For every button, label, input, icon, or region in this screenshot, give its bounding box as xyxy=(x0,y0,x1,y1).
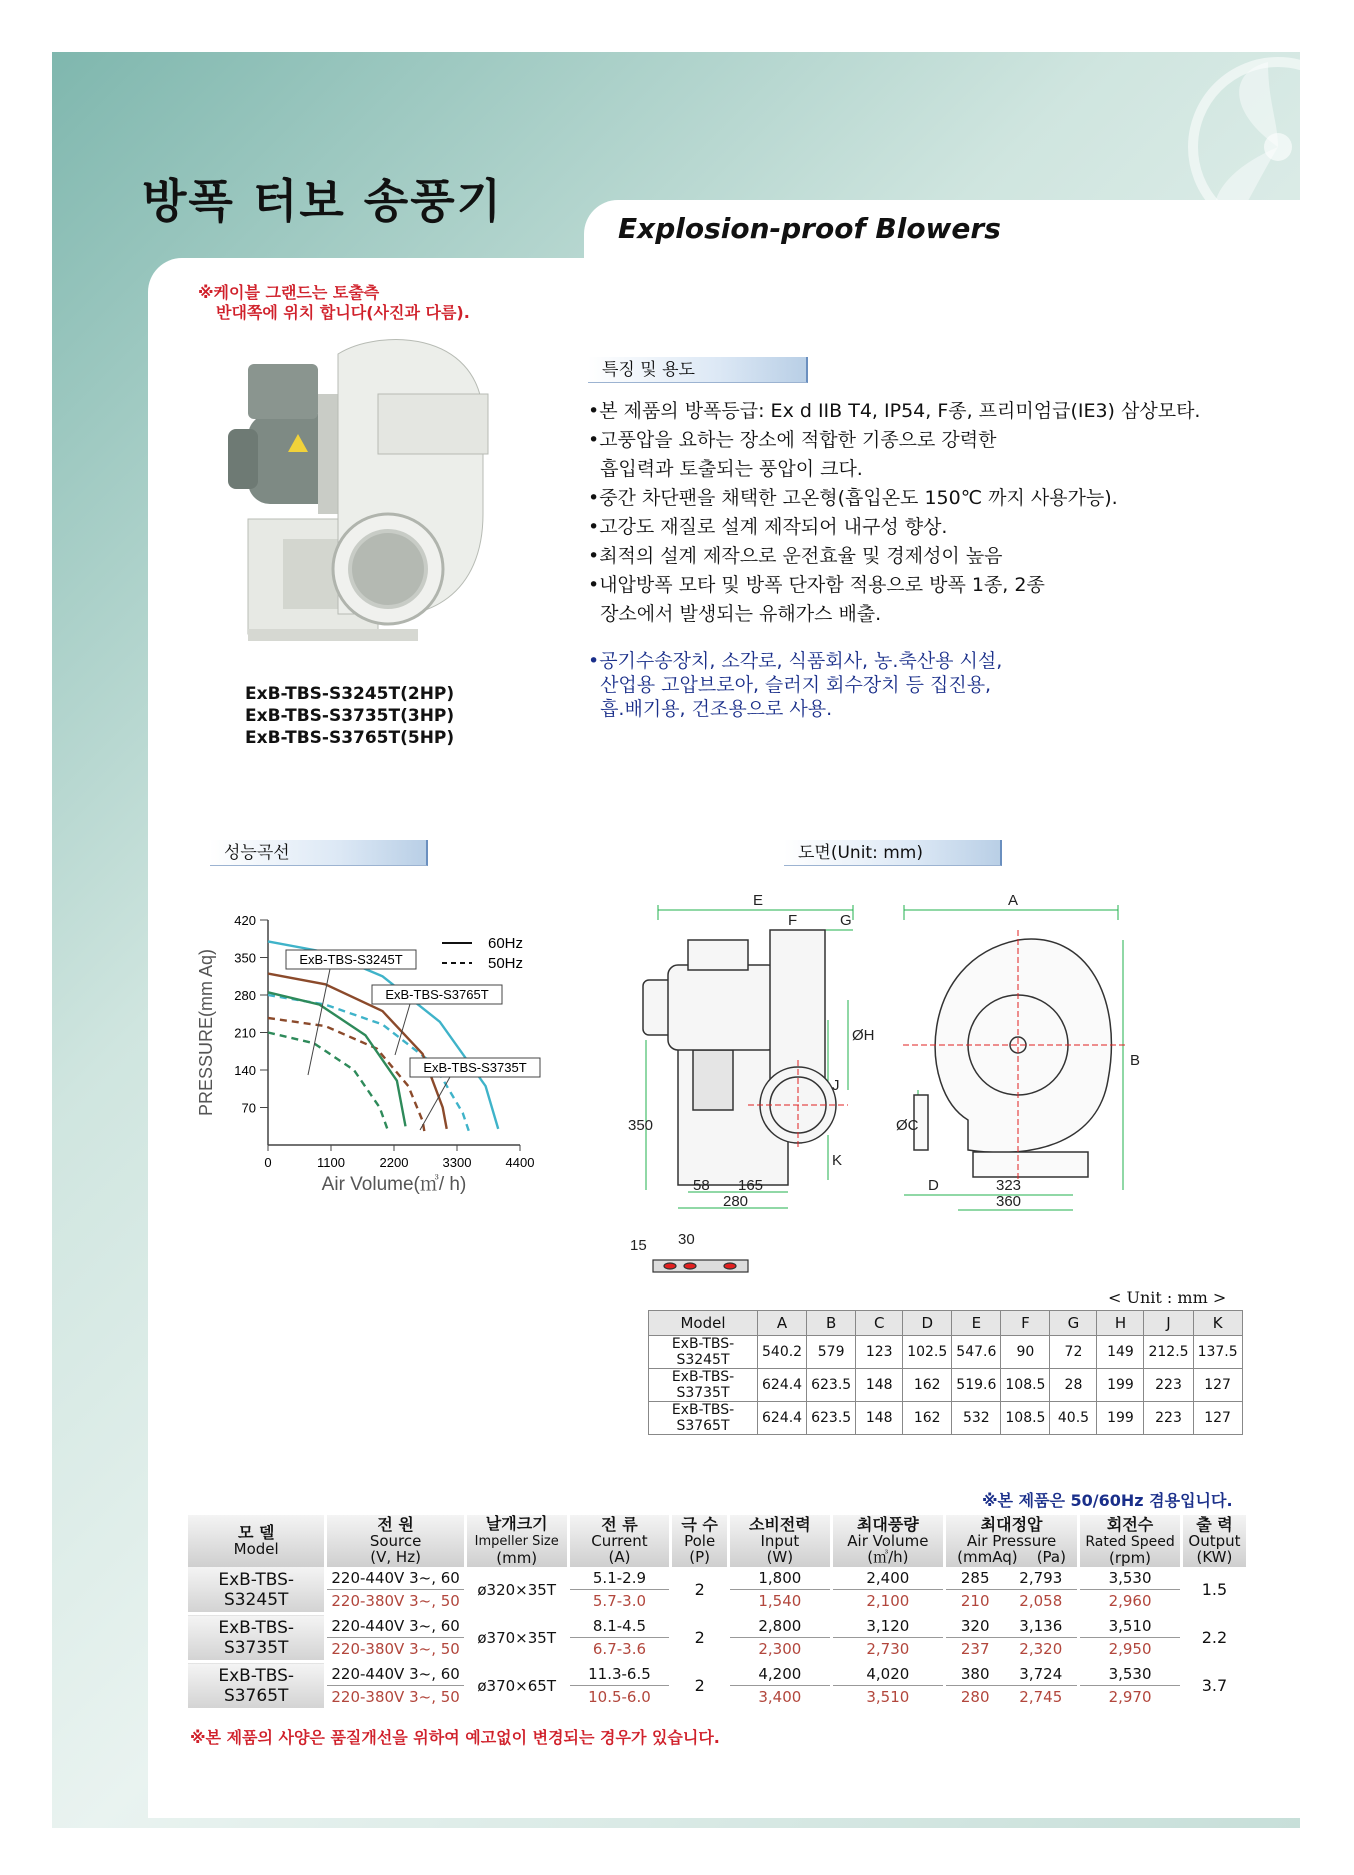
spec-cell: 2,960 xyxy=(1108,1592,1152,1610)
dim-cell: 148 xyxy=(856,1402,903,1435)
spec-cell: 11.3-6.5 xyxy=(570,1663,670,1686)
model-item: ExB-TBS-S3765T(5HP) xyxy=(245,728,455,748)
dim-label: A xyxy=(1008,892,1019,909)
y-tick-label: 210 xyxy=(234,1025,256,1041)
spec-header: 극 수 Pole (P) xyxy=(671,1515,729,1567)
spec-cell: 3,510 xyxy=(866,1688,910,1706)
spec-cell: 3,530 xyxy=(1080,1567,1180,1590)
spec-cell: 320 xyxy=(960,1617,990,1635)
dim-cell: 148 xyxy=(856,1369,903,1402)
spec-row xyxy=(188,1567,1246,1614)
spec-cell: 2 xyxy=(671,1567,729,1614)
spec-model: ExB-TBS-S3765T xyxy=(188,1662,326,1710)
dim-label: B xyxy=(1130,1052,1141,1069)
spec-cell: 220-440V 3~, 60 xyxy=(327,1663,463,1686)
dim-row xyxy=(649,1402,1243,1435)
spec-cell: 2 xyxy=(671,1662,729,1710)
dim-cell: 199 xyxy=(1097,1369,1144,1402)
dim-cell: 108.5 xyxy=(1001,1402,1050,1435)
feature-item: •내압방폭 모타 및 방폭 단자함 적용으로 방폭 1종, 2종 xyxy=(588,574,1045,596)
spec-cell: 3.7 xyxy=(1181,1662,1246,1710)
use-item: 산업용 고압브로아, 슬러지 회수장치 등 집진용, xyxy=(588,674,992,696)
annotation-leader xyxy=(308,969,330,1075)
spec-cell: 3,724 xyxy=(1019,1665,1063,1683)
series-line xyxy=(268,1033,388,1132)
spec-cell: 5.1-2.9 xyxy=(570,1567,670,1590)
spec-cell: 2,730 xyxy=(866,1640,910,1658)
dim-header: C xyxy=(856,1311,903,1336)
spec-cell: 2,100 xyxy=(866,1592,910,1610)
dim-row xyxy=(649,1369,1243,1402)
spec-cell: 380 xyxy=(960,1665,990,1683)
spec-cell: 220-380V 3~, 50 xyxy=(331,1592,460,1610)
feature-item: 흡입력과 토출되는 풍압이 크다. xyxy=(588,458,863,480)
y-tick-label: 140 xyxy=(234,1063,256,1078)
feature-item: •최적의 설계 제작으로 운전효율 및 경제성이 높음 xyxy=(588,545,1003,567)
spec-cell: 3,120 xyxy=(833,1615,943,1638)
spec-cell: 6.7-3.6 xyxy=(592,1640,647,1658)
dim-label: J xyxy=(832,1077,840,1094)
spec-header: 전 원 Source (V, Hz) xyxy=(326,1515,465,1567)
x-tick-label: 2200 xyxy=(379,1155,409,1170)
page-title-korean: 방폭 터보 송풍기 xyxy=(142,174,504,228)
spec-cell: 1,540 xyxy=(758,1592,802,1610)
dim-cell: 623.5 xyxy=(807,1402,856,1435)
bottom-note: ※본 제품의 사양은 품질개선을 위하여 예고없이 변경되는 경우가 있습니다. xyxy=(190,1728,720,1747)
dim-label: E xyxy=(753,892,764,909)
dim-cell: 149 xyxy=(1097,1336,1144,1369)
dim-header: A xyxy=(758,1311,807,1336)
model-item: ExB-TBS-S3245T(2HP) xyxy=(245,684,455,704)
y-tick-label: 70 xyxy=(241,1100,256,1116)
feature-item: •본 제품의 방폭등급: Ex d IIB T4, IP54, F종, 프리미엄급(IE3) 삼상모타. xyxy=(588,400,1201,422)
x-tick-label: 4400 xyxy=(505,1155,535,1170)
spec-cell: 4,020 xyxy=(833,1663,943,1686)
spec-model: ExB-TBS-S3245T xyxy=(188,1567,326,1614)
model-item: ExB-TBS-S3735T(3HP) xyxy=(245,706,455,726)
dim-label: ØC xyxy=(896,1117,919,1134)
dim-cell: 199 xyxy=(1097,1402,1144,1435)
spec-cell: 2,400 xyxy=(833,1567,943,1590)
dim-header: E xyxy=(952,1311,1001,1336)
dim-header: G xyxy=(1050,1311,1097,1336)
dim-label: 15 xyxy=(630,1237,647,1254)
dim-cell: 624.4 xyxy=(758,1402,807,1435)
dim-cell: ExB-TBS-S3735T xyxy=(649,1369,758,1402)
dim-cell: 540.2 xyxy=(758,1336,807,1369)
frequency-note: ※본 제품은 50/60Hz 겸용입니다. xyxy=(982,1491,1233,1510)
dim-cell: 212.5 xyxy=(1144,1336,1193,1369)
spec-cell: 1,800 xyxy=(730,1567,830,1590)
spec-cell: 280 xyxy=(960,1688,990,1706)
dim-cell: 223 xyxy=(1144,1369,1193,1402)
spec-row xyxy=(188,1614,1246,1662)
spec-cell: 8.1-4.5 xyxy=(570,1615,670,1638)
dim-label: K xyxy=(832,1152,843,1169)
spec-header: 소비전력 Input (W) xyxy=(728,1515,831,1567)
dim-cell: 127 xyxy=(1193,1369,1242,1402)
page-title-english: Explosion-proof Blowers xyxy=(618,212,1001,245)
dim-label: 58 xyxy=(693,1177,710,1194)
annotation-label: ExB-TBS-S3245T xyxy=(299,952,403,967)
dim-cell: 532 xyxy=(952,1402,1001,1435)
spec-cell: ø320×35T xyxy=(465,1567,568,1614)
dim-cell: 102.5 xyxy=(903,1336,952,1369)
spec-cell: 2 xyxy=(671,1614,729,1662)
spec-header: 출 력 Output (KW) xyxy=(1181,1515,1246,1567)
dim-cell: 624.4 xyxy=(758,1369,807,1402)
spec-header-row xyxy=(188,1515,1246,1567)
spec-model: ExB-TBS-S3735T xyxy=(188,1614,326,1662)
spec-header: 회전수 Rated Speed (rpm) xyxy=(1079,1515,1182,1567)
dim-header: K xyxy=(1193,1311,1242,1336)
spec-cell: 3,136 xyxy=(1019,1617,1063,1635)
spec-cell: 2,950 xyxy=(1108,1640,1152,1658)
dim-row xyxy=(649,1336,1243,1369)
dim-cell: 90 xyxy=(1001,1336,1050,1369)
spec-cell: 10.5-6.0 xyxy=(588,1688,651,1706)
spec-cell: 2,970 xyxy=(1108,1688,1152,1706)
features-heading: 특징 및 용도 xyxy=(588,357,808,383)
spec-cell: ø370×65T xyxy=(465,1662,568,1710)
dim-cell: ExB-TBS-S3765T xyxy=(649,1402,758,1435)
dim-cell: 28 xyxy=(1050,1369,1097,1402)
dim-cell: 519.6 xyxy=(952,1369,1001,1402)
dim-header: D xyxy=(903,1311,952,1336)
spec-cell: 2,058 xyxy=(1019,1592,1063,1610)
blower-photo xyxy=(228,334,518,654)
x-tick-label: 1100 xyxy=(317,1155,345,1170)
x-tick-label: 3300 xyxy=(442,1155,472,1170)
use-item: 흡.배기용, 건조용으로 사용. xyxy=(588,698,833,720)
spec-cell: 220-440V 3~, 60 xyxy=(327,1615,463,1638)
dim-cell: 623.5 xyxy=(807,1369,856,1402)
dim-label: 350 xyxy=(628,1117,654,1134)
spec-row xyxy=(188,1662,1246,1710)
dim-label: 280 xyxy=(723,1193,749,1210)
y-tick-label: 280 xyxy=(234,988,256,1003)
spec-cell: 285 xyxy=(960,1569,990,1587)
dim-header: Model xyxy=(649,1311,758,1336)
dim-cell: 162 xyxy=(903,1402,952,1435)
dim-cell: 137.5 xyxy=(1193,1336,1242,1369)
dim-label: G xyxy=(840,912,852,929)
y-tick-label: 350 xyxy=(234,950,256,966)
dim-header: F xyxy=(1001,1311,1050,1336)
dim-cell: 223 xyxy=(1144,1402,1193,1435)
spec-header: 최대정압 Air Pressure (mmAq) (Pa) xyxy=(944,1515,1078,1567)
spec-cell: ø370×35T xyxy=(465,1614,568,1662)
dim-cell: 123 xyxy=(856,1336,903,1369)
dim-header: B xyxy=(807,1311,856,1336)
feature-item: •고풍압을 요하는 장소에 적합한 기종으로 강력한 xyxy=(588,429,997,451)
spec-cell: 2,745 xyxy=(1019,1688,1063,1706)
dim-header: J xyxy=(1144,1311,1193,1336)
spec-cell: 3,510 xyxy=(1080,1615,1180,1638)
dim-label: F xyxy=(788,912,798,929)
use-item: •공기수송장치, 소각로, 식품회사, 농.축산용 시설, xyxy=(588,650,1003,672)
dim-label: 30 xyxy=(678,1231,695,1248)
feature-item: •고강도 재질로 설계 제작되어 내구성 향상. xyxy=(588,516,948,538)
photo-note-line-2: 반대쪽에 위치 합니다(사진과 다름). xyxy=(216,303,470,322)
spec-cell: 2,320 xyxy=(1019,1640,1063,1658)
dim-cell: 162 xyxy=(903,1369,952,1402)
annotation-label: ExB-TBS-S3735T xyxy=(423,1060,527,1075)
legend-label: 60Hz xyxy=(488,935,524,952)
spec-header: 전 류 Current (A) xyxy=(568,1515,671,1567)
spec-cell: 237 xyxy=(960,1640,990,1658)
dim-cell: 72 xyxy=(1050,1336,1097,1369)
legend-label: 50Hz xyxy=(488,955,524,972)
dim-cell: ExB-TBS-S3245T xyxy=(649,1336,758,1369)
spec-cell: 2,300 xyxy=(758,1640,802,1658)
annotation-label: ExB-TBS-S3765T xyxy=(385,987,489,1002)
spec-header: 최대풍량 Air Volume (㎥/h) xyxy=(831,1515,944,1567)
spec-cell: 220-440V 3~, 60 xyxy=(327,1567,463,1590)
spec-cell: 1.5 xyxy=(1181,1567,1246,1614)
dim-cell: 40.5 xyxy=(1050,1402,1097,1435)
performance-chart xyxy=(190,905,560,1250)
dim-label: D xyxy=(928,1177,939,1194)
series-line xyxy=(268,941,498,1129)
feature-item: 장소에서 발생되는 유해가스 배출. xyxy=(588,603,882,625)
feature-item: •중간 차단팬을 채택한 고온형(흡입온도 150℃ 까지 사용가능). xyxy=(588,487,1118,509)
dim-cell: 127 xyxy=(1193,1402,1242,1435)
spec-cell: 220-380V 3~, 50 xyxy=(331,1688,460,1706)
photo-note-line-1: ※케이블 그랜드는 토출측 xyxy=(198,283,380,302)
chart-heading: 성능곡선 xyxy=(210,840,428,866)
x-tick-label: 0 xyxy=(264,1155,272,1170)
y-tick-label: 420 xyxy=(234,913,256,928)
dimensions-table xyxy=(648,1310,1243,1435)
spec-cell: 4,200 xyxy=(730,1663,830,1686)
spec-cell: 210 xyxy=(960,1592,990,1610)
spec-cell: 2,800 xyxy=(730,1615,830,1638)
spec-header: 날개크기 Impeller Size (mm) xyxy=(465,1515,568,1567)
spec-cell: 3,530 xyxy=(1080,1663,1180,1686)
dimension-drawing xyxy=(618,890,1278,1280)
dim-cell: 108.5 xyxy=(1001,1369,1050,1402)
unit-note: < Unit : mm > xyxy=(1108,1288,1227,1307)
features-list xyxy=(588,397,1200,721)
annotation-leader xyxy=(395,1004,410,1055)
model-list xyxy=(245,683,454,749)
spec-table xyxy=(188,1515,1246,1711)
y-axis-label: PRESSURE(mm Aq) xyxy=(196,948,216,1117)
spec-cell: 3,400 xyxy=(758,1688,802,1706)
spec-cell: 2.2 xyxy=(1181,1614,1246,1662)
spec-cell: 220-380V 3~, 50 xyxy=(331,1640,460,1658)
spec-header: 모 델 Model xyxy=(188,1515,326,1567)
dim-label: ØH xyxy=(852,1027,875,1044)
spec-cell: 5.7-3.0 xyxy=(592,1592,647,1610)
photo-note xyxy=(198,283,470,323)
dim-label: 165 xyxy=(738,1177,764,1194)
dim-header: H xyxy=(1097,1311,1144,1336)
spec-cell: 2,793 xyxy=(1019,1569,1063,1587)
dim-cell: 547.6 xyxy=(952,1336,1001,1369)
dim-cell: 579 xyxy=(807,1336,856,1369)
x-axis-label: Air Volume(㎥/ h) xyxy=(321,1174,467,1195)
dim-label: 323 xyxy=(996,1177,1022,1194)
dim-label: 360 xyxy=(996,1193,1022,1210)
drawing-heading: 도면(Unit: mm) xyxy=(784,840,1002,866)
